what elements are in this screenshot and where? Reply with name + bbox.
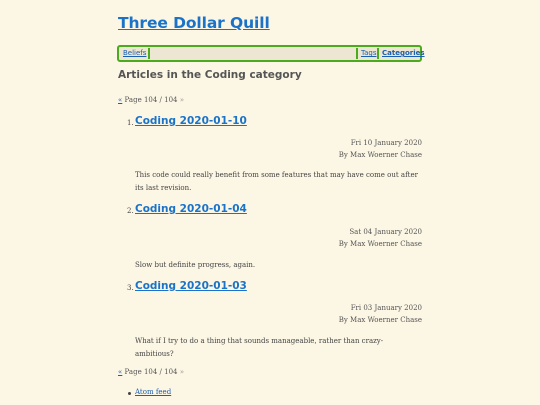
pager-text: Page 104 / 104: [124, 368, 178, 376]
pager-prev-link[interactable]: «: [118, 368, 123, 376]
pager-top: [118, 96, 184, 104]
pager-prev-link[interactable]: «: [118, 96, 123, 104]
article-number: 1.: [127, 119, 134, 127]
article-author: By Max Woerner Chase: [338, 240, 422, 248]
article-title-link[interactable]: Coding 2020-01-03: [135, 280, 247, 292]
page-heading: Articles in the Coding category: [118, 69, 302, 81]
article-author: By Max Woerner Chase: [338, 316, 422, 324]
nav-tags-link[interactable]: Tags: [361, 49, 377, 57]
article-author: By Max Woerner Chase: [338, 151, 422, 159]
nav-bar: [117, 45, 425, 62]
pager-next: »: [179, 96, 185, 104]
nav-beliefs-link[interactable]: Beliefs: [123, 49, 147, 57]
article-date: Fri 03 January 2020: [350, 304, 422, 312]
article-number: 3.: [127, 284, 134, 292]
nav-separator: [356, 48, 358, 59]
nav-separator: [148, 48, 150, 59]
article-number: 2.: [127, 207, 134, 215]
article-summary: What if I try to do a thing that sounds manageable, rather than crazy-ambitious?: [135, 337, 384, 358]
pager-text: Page 104 / 104: [124, 96, 178, 104]
site-title[interactable]: Three Dollar Quill: [118, 14, 270, 32]
nav-separator: [377, 48, 379, 59]
article-title-link[interactable]: Coding 2020-01-04: [135, 203, 247, 215]
article-date: Sat 04 January 2020: [349, 228, 422, 236]
atom-feed-link[interactable]: Atom feed: [135, 388, 172, 396]
pager-bottom: [118, 368, 184, 376]
list-bullet-icon: [128, 392, 131, 395]
article-date: Fri 10 January 2020: [350, 139, 422, 147]
article-summary: Slow but definite progress, again.: [135, 261, 256, 269]
pager-next: »: [179, 368, 185, 376]
article-summary: This code could really benefit from some features that may have come out after its last revision.: [135, 171, 418, 192]
nav-categories-link[interactable]: Categories: [382, 49, 425, 57]
article-title-link[interactable]: Coding 2020-01-10: [135, 115, 247, 127]
